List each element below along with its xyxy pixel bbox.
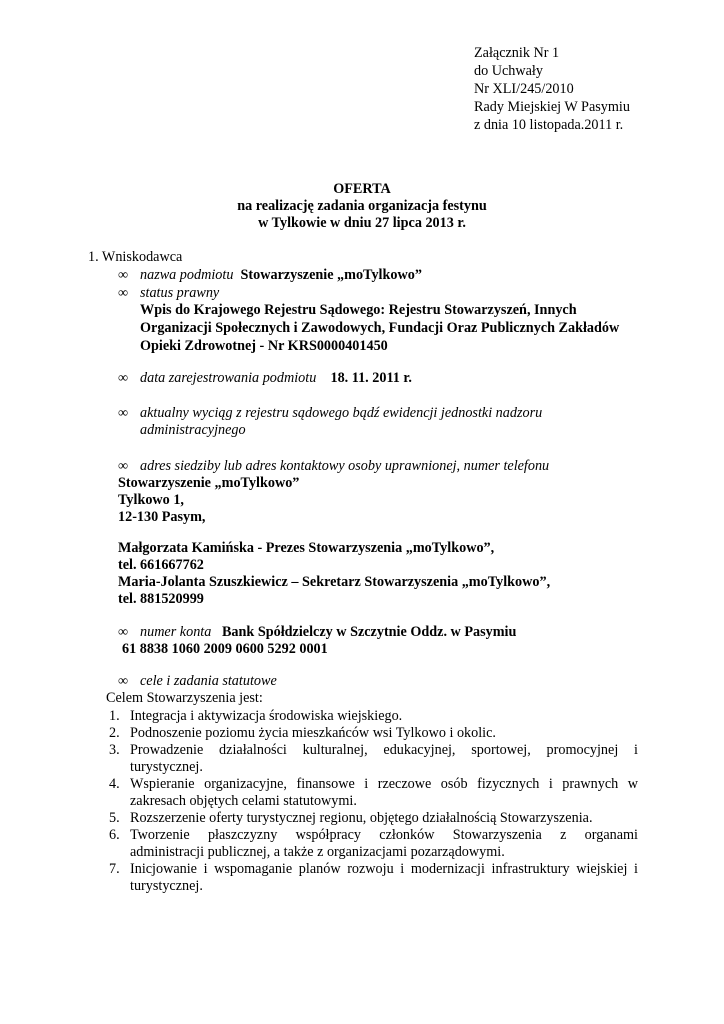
status-line: Organizacji Społecznych i Zawodowych, Fundacji Oraz Publicznych Zakładów	[140, 320, 620, 336]
entity-name-row	[118, 266, 422, 284]
contact-line: Maria-Jolanta Szuszkiewicz – Sekretarz Stowarzyszenia „moTylkowo”,	[118, 574, 551, 590]
bullet-icon: ∞	[118, 285, 129, 301]
address-line: Stowarzyszenie „moTylkowo”	[118, 475, 300, 491]
annex-line: Załącznik Nr 1	[474, 45, 560, 61]
extract-line: administracyjnego	[140, 422, 246, 438]
reg-date-value: 18. 11. 2011 r.	[330, 370, 412, 386]
status-line: Wpis do Krajowego Rejestru Sądowego: Rejestru Stowarzyszeń, Innych	[140, 302, 577, 318]
goal-number: 2.	[109, 725, 120, 741]
goal-text: Inicjowanie i wspomaganie planów rozwoju i modernizacji infrastruktury wiejskiej i	[130, 861, 638, 877]
goals-row	[118, 672, 277, 690]
contact-line: Małgorzata Kamińska - Prezes Stowarzyszenia „moTylkowo”,	[118, 540, 495, 556]
goal-text: administracji publicznej, a także z organizacjami pozarządowymi.	[130, 844, 505, 860]
contact-line: tel. 881520999	[118, 591, 204, 607]
address-row	[118, 457, 549, 475]
title-line: na realizację zadania organizacja festynu	[237, 198, 487, 214]
bullet-icon: ∞	[118, 267, 129, 283]
account-number: 61 8838 1060 2009 0600 5292 0001	[122, 641, 328, 657]
goal-number: 1.	[109, 708, 120, 724]
account-bank: Bank Spółdzielczy w Szczytnie Oddz. w Pasymiu	[221, 624, 517, 640]
goal-number: 6.	[109, 827, 120, 843]
entity-label: nazwa podmiotu	[140, 267, 234, 283]
goal-number: 5.	[109, 810, 120, 826]
account-label: numer konta	[140, 624, 212, 640]
contact-line: tel. 661667762	[118, 557, 204, 573]
bullet-icon: ∞	[118, 458, 129, 474]
extract-line: aktualny wyciąg z rejestru sądowego bądź ewidencji jednostki nadzoru	[140, 405, 543, 421]
extract-row	[118, 404, 542, 422]
bullet-icon: ∞	[118, 370, 129, 386]
annex-line: do Uchwały	[474, 63, 543, 79]
bullet-icon: ∞	[118, 405, 129, 421]
address-label: adres siedziby lub adres kontaktowy osoby uprawnionej, numer telefonu	[140, 458, 550, 474]
bullet-icon: ∞	[118, 624, 129, 640]
goal-number: 7.	[109, 861, 120, 877]
goal-text: zakresach objętych celami statutowymi.	[130, 793, 357, 809]
goal-text: Podnoszenie poziomu życia mieszkańców wsi Tylkowo i okolic.	[130, 725, 496, 741]
goal-number: 3.	[109, 742, 120, 758]
goal-text: Integracja i aktywizacja środowiska wiejskiego.	[130, 708, 403, 724]
section-heading: 1. Wniskodawca	[88, 249, 183, 265]
status-label: status prawny	[140, 285, 220, 301]
goal-text: turystycznej.	[130, 878, 203, 894]
annex-line: Rady Miejskiej W Pasymiu	[474, 99, 630, 115]
title-main: OFERTA	[333, 181, 391, 197]
goals-intro: Celem Stowarzyszenia jest:	[106, 690, 263, 706]
account-row	[118, 623, 516, 641]
annex-line: Nr XLI/245/2010	[474, 81, 574, 97]
registration-date-row	[118, 369, 412, 387]
status-line: Opieki Zdrowotnej - Nr KRS0000401450	[140, 338, 388, 354]
goal-text: Rozszerzenie oferty turystycznej regionu, objętego działalnością Stowarzyszenia.	[130, 810, 593, 826]
address-line: 12-130 Pasym,	[118, 509, 206, 525]
goal-text: Wspieranie organizacyjne, finansowe i rzeczowe osób fizycznych i prawnych w	[130, 776, 638, 792]
bullet-icon: ∞	[118, 673, 129, 689]
goal-text: Tworzenie płaszczyzny współpracy członków Stowarzyszenia z organami	[130, 827, 638, 843]
title-line: w Tylkowie w dniu 27 lipca 2013 r.	[258, 215, 466, 231]
goal-text: Prowadzenie działalności kulturalnej, edukacyjnej, sportowej, promocyjnej i	[130, 742, 638, 758]
annex-line: z dnia 10 listopada.2011 r.	[474, 117, 624, 133]
reg-date-label: data zarejestrowania podmiotu	[140, 370, 317, 386]
goals-label: cele i zadania statutowe	[140, 673, 277, 689]
goal-text: turystycznej.	[130, 759, 203, 775]
address-line: Tylkowo 1,	[118, 492, 184, 508]
entity-value: Stowarzyszenie „moTylkowo”	[240, 267, 422, 283]
legal-status-row	[118, 284, 219, 302]
goal-number: 4.	[109, 776, 120, 792]
